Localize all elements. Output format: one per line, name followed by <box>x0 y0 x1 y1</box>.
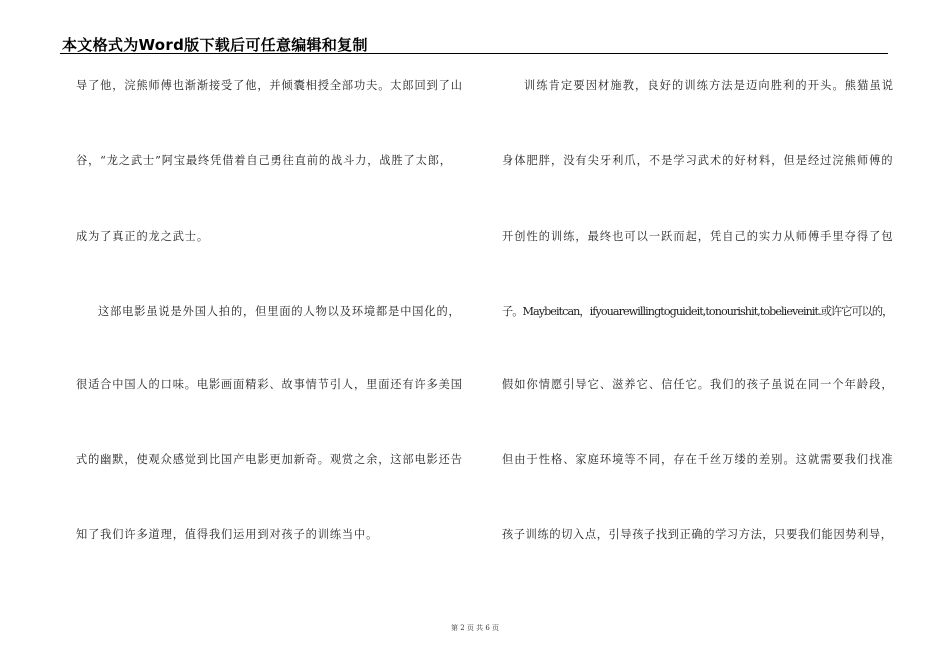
text-line: 开创性的训练，最终也可以一跃而起，凭自己的实力从师傅手里夺得了包 <box>502 230 894 243</box>
document-header-title: 本文格式为Word版下载后可任意编辑和复制 <box>62 36 368 54</box>
page-number-footer: 第 2 页 共 6 页 <box>450 624 500 632</box>
text-line: 孩子训练的切入点，引导孩子找到正确的学习方法，只要我们能因势利导， <box>502 528 893 541</box>
text-line: 这部电影虽说是外国人拍的，但里面的人物以及环境都是中国化的， <box>98 305 461 318</box>
header-divider <box>60 53 888 54</box>
text-line: 导了他，浣熊师傅也渐渐接受了他，并倾囊相授全部功夫。太郎回到了山 <box>76 79 463 92</box>
text-line: 成为了真正的龙之武士。 <box>76 230 209 243</box>
text-line: 知了我们许多道理，值得我们运用到对孩子的训练当中。 <box>76 528 379 541</box>
text-line: 身体肥胖，没有尖牙利爪，不是学习武术的好材料，但是经过浣熊师傅的 <box>502 154 894 167</box>
text-line: 很适合中国人的口味。电影画面精彩、故事情节引人，里面还有许多美国 <box>76 378 463 391</box>
text-line: 但由于性格、家庭环境等不同，存在千丝万缕的差别。这就需要我们找准 <box>502 453 894 466</box>
text-line: 训练肯定要因材施教，良好的训练方法是迈向胜利的开头。熊猫虽说 <box>524 79 895 92</box>
text-line: 假如你情愿引导它、滋养它、信任它。我们的孩子虽说在同一个年龄段， <box>502 378 894 391</box>
text-line: 子。Maybeitcan，ifyouarewillingtoguideit,tonourishit,tobelieveinit.或许它可以的， <box>502 305 893 318</box>
text-line: 谷，“龙之武士”阿宝最终凭借着自己勇往直前的战斗力，战胜了太郎， <box>76 154 452 167</box>
text-line: 式的幽默，使观众感觉到比国产电影更加新奇。观赏之余，这部电影还告 <box>76 453 463 466</box>
